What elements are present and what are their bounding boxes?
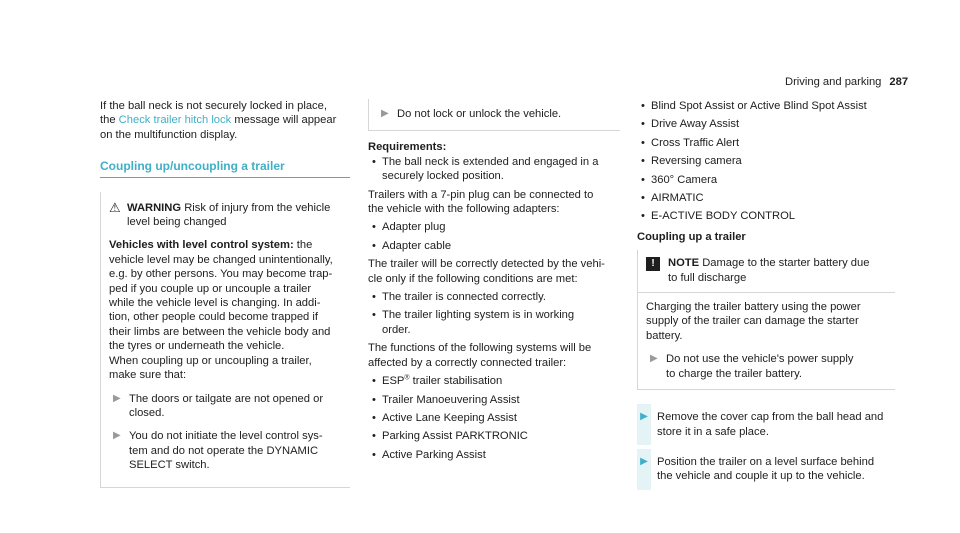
bullet-icon [368,290,382,304]
step-item [637,404,895,445]
system-item [637,117,895,131]
intro-text-2: message will appear [234,114,337,127]
bullet-line: Blind Spot Assist or Active Blind Spot Assist [651,100,867,112]
adapter-item [368,220,620,234]
system-item [637,173,895,187]
bullet-line: Reversing camera [651,155,742,168]
system-item [368,429,620,443]
bullet-line: Parking Assist PARKTRONIC [382,430,528,443]
bullet-icon [368,374,382,388]
system-item [637,136,895,150]
note-body [638,292,895,381]
column-right [637,99,895,490]
detect-line: The trailer will be correctly detected by the vehi- [368,258,605,271]
bullet-icon [637,209,651,223]
bullet-line: Trailer Manoeuvering Assist [382,393,520,406]
arrow-right-icon: ▶ [650,353,658,365]
bullet-icon [637,173,651,187]
bullet-icon [368,239,382,253]
bullet-line: Active Lane Keeping Assist [382,411,517,424]
system-item [368,411,620,425]
step-line: SELECT switch. [129,459,210,472]
bullet-line: AIRMATIC [651,192,704,205]
coupling-steps [637,404,895,490]
functions-line: affected by a correctly connected trailer: [368,356,567,369]
bullet-icon [637,117,651,131]
exclamation-icon: ! [646,257,660,271]
bullet-line [382,374,502,388]
section-title: Driving and parking [785,76,882,88]
bullet-icon [368,220,382,234]
page-header [785,75,909,89]
note-body-line: battery. [646,329,683,342]
page-number: 287 [889,76,909,88]
step-line: You do not initiate the level control sys- [129,430,323,443]
intro-line-1: If the ball neck is not securely locked in place, [100,100,327,112]
intro-line-2 [100,113,350,127]
body-line-0 [109,238,350,252]
body-line: tion, other people could become trapped if [109,311,318,324]
body-line: while the vehicle level is changing. In addi- [109,297,321,310]
bullet-line: Active Parking Assist [382,448,486,461]
step-item [109,429,350,472]
esp-label: ESP [382,375,405,388]
bullet-line: The trailer is connected correctly. [382,291,546,304]
body-line: vehicle level may be changed unintentionally, [109,253,333,266]
system-item [637,99,895,113]
step-line: The doors or tailgate are not opened or [129,392,324,405]
arrow-right-icon: ▶ [113,392,121,404]
step-line: store it in a safe place. [657,425,769,438]
system-item [368,448,620,462]
bullet-line: securely locked position. [382,170,504,183]
bullet-icon [637,154,651,168]
condition-item [368,308,620,337]
column-middle [368,99,620,462]
section-heading: Coupling up/uncoupling a trailer [100,159,350,177]
system-item [637,191,895,205]
warning-triangle-icon: ⚠ [109,199,121,215]
bullet-icon [368,308,382,337]
message-link[interactable]: Check trailer hitch lock [118,114,232,127]
column-left [100,99,350,488]
step-item [377,107,620,121]
note-line [668,256,869,270]
step-item [109,392,350,421]
bullet-line: 360° Camera [651,173,718,186]
bullet-line: The ball neck is extended and engaged in a [382,155,599,168]
step-item [637,449,895,490]
warning-text: Risk of injury from the vehicle level being changed [127,201,331,229]
bullet-line: Adapter plug [382,221,446,234]
bullet-line: Cross Traffic Alert [651,136,740,149]
bullet-icon [368,393,382,407]
body-title: Vehicles with level control system: [109,239,294,252]
arrow-right-icon: ▶ [637,449,651,490]
note-text: Damage to the starter battery due [702,257,870,270]
note-body-line: Charging the trailer battery using the power [646,301,861,314]
body-line: their limbs are between the vehicle body and [109,325,331,338]
step-line: to charge the trailer battery. [666,367,802,380]
body-line: the tyres or underneath the vehicle. [109,340,285,353]
condition-item [368,290,620,304]
bullet-icon [637,191,651,205]
step-item [646,352,895,381]
arrow-right-icon: ▶ [381,108,389,119]
adapter-item [368,239,620,253]
system-item [637,209,895,223]
bullet-icon [368,448,382,462]
bullet-line: E-ACTIVE BODY CONTROL [651,210,796,223]
step-line: Position the trailer on a level surface behind [657,455,875,468]
step-line: Do not lock or unlock the vehicle. [397,108,562,120]
step-line: Do not use the vehicle's power supply [666,353,854,366]
registered-mark: ® [404,374,410,382]
step-line: closed. [129,406,165,419]
trailers-line: the vehicle with the following adapters: [368,203,560,216]
note-line: to full discharge [668,271,747,284]
bullet-icon [368,155,382,184]
when-line: When coupling up or uncoupling a trailer, [109,354,312,367]
warning-continued-box [368,99,620,131]
when-line: make sure that: [109,369,187,382]
bullet-line: Drive Away Assist [651,118,740,131]
requirement-item [368,155,620,184]
bullet-line: order. [382,323,411,336]
system-item [637,154,895,168]
body-line: ped if you couple up or uncouple a trailer [109,282,312,295]
functions-line: The functions of the following systems will be [368,342,592,355]
detect-line: cle only if the following conditions are met: [368,272,578,285]
body-title-rest: the [296,239,313,252]
note-box [637,250,895,390]
requirements-title: Requirements: [368,141,447,154]
arrow-right-icon: ▶ [113,430,121,442]
step-line: tem and do not operate the DYNAMIC [129,444,319,457]
system-item [368,374,620,388]
bullet-line: Adapter cable [382,239,452,252]
note-title: NOTE [668,257,700,270]
warning-box [100,192,350,488]
trailers-line: Trailers with a 7-pin plug can be connected to [368,188,594,201]
bullet-icon [637,99,651,113]
esp-rest: trailer stabilisation [412,375,503,388]
step-line: the vehicle and couple it up to the vehicle. [657,470,865,483]
warning-steps [109,392,350,481]
bullet-line: The trailer lighting system is in working [382,309,575,322]
arrow-right-icon: ▶ [637,404,651,445]
note-body-line: supply of the trailer can damage the starter [646,315,859,328]
warning-title: WARNING [127,201,182,214]
step-line: Remove the cover cap from the ball head and [657,411,884,424]
warning-body [109,229,350,480]
intro-text: the [100,114,116,127]
bullet-icon [637,136,651,150]
bullet-icon [368,411,382,425]
intro-line-3: on the multifunction display. [100,128,238,141]
bullet-icon [368,429,382,443]
coupling-title: Coupling up a trailer [637,230,746,243]
system-item [368,393,620,407]
body-line: e.g. by other persons. You may become trap- [109,268,333,281]
